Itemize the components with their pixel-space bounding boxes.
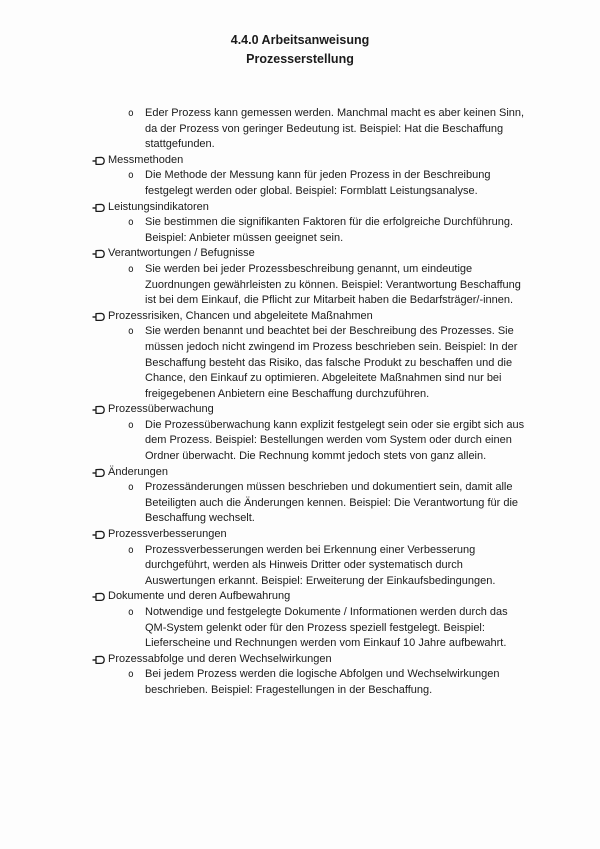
list-item-text: Prozessüberwachung [108, 403, 214, 416]
circle-o-bullet-icon: o [128, 669, 134, 681]
list-item-text: Sie werden benannt und beachtet bei der Beschreibung des Prozesses. Sie müssen jedoch nicht zwingend im Prozess beschrieben sein. Beispiel: In der Beschaffung besteht das Risiko, das falsche Produkt zu beschaffen und die Chance, den Einkauf zu optimieren. Abgeleitete Maßnahmen sind nur bei freigegebenen Anbietern eine Beschaffung durchzuführen. [145, 325, 518, 400]
list-item-text: Sie bestimmen die signifikanten Faktoren für die erfolgreiche Durchführung. Beispiel: Anbieter müssen geeignet sein. [145, 216, 514, 244]
list-item-text: Leistungsindikatoren [108, 200, 209, 213]
circle-o-bullet-icon: o [128, 170, 134, 182]
list-item-level2 [70, 168, 528, 199]
circle-o-bullet-icon: o [128, 217, 134, 229]
d-arrow-bullet-icon [92, 589, 108, 602]
list-item-text: Prozessabfolge und deren Wechselwirkungen [108, 652, 332, 665]
list-item-level2 [70, 324, 528, 402]
bullet-list [0, 106, 600, 699]
list-item-level2 [70, 667, 528, 698]
list-item-level1 [70, 527, 528, 543]
d-arrow-bullet-icon [92, 402, 108, 415]
circle-o-bullet-icon: o [128, 607, 134, 618]
list-item-level1 [70, 246, 528, 262]
list-item-level2 [70, 418, 528, 465]
list-item-text: Änderungen [108, 465, 168, 478]
d-arrow-bullet-icon [92, 309, 108, 322]
list-item-text: Prozessänderungen müssen beschrieben und dokumentiert sein, damit alle Beteiligten auch die Änderungen kennen. Beispiel: Die Verantwortung für die Beschaffung wechselt. [145, 481, 519, 525]
list-item-level1 [70, 402, 528, 418]
list-item-text: Die Prozessüberwachung kann explizit festgelegt sein oder sie ergibt sich aus dem Prozess. Beispiel: Bestellungen werden vom System oder durch einen Ordner überwacht. Die Rechnung kommt jedoch stets von ganz allein. [145, 418, 525, 463]
circle-o-bullet-icon: o [128, 419, 134, 431]
list-item-level1 [70, 589, 528, 605]
d-arrow-bullet-icon [92, 200, 108, 213]
list-item-text: Sie werden bei jeder Prozessbeschreibung genannt, um eindeutige Zuordnungen gewährleisten zu können. Beispiel: Verantwortung Beschaffung ist bei dem Einkauf, die Pflicht zur Mitarbeit haben die Bedarfsträger/-innen. [145, 262, 521, 307]
list-item-text: Die Methode der Messung kann für jeden Prozess in der Beschreibung festgelegt werden oder global. Beispiel: Formblatt Leistungsanalyse. [145, 169, 491, 197]
d-arrow-bullet-icon [92, 153, 108, 166]
title-line-1: 4.4.0 Arbeitsanweisung [230, 33, 370, 47]
list-item-text: Prozessverbesserungen werden bei Erkennung einer Verbesserung durchgeführt, werden als Hinweis Dritter oder systematisch durch Auswertungen erkannt. Beispiel: Erweiterung der Einkaufsbedingungen. [145, 543, 496, 587]
list-item-text: Messmethoden [108, 153, 184, 166]
document-title [0, 31, 600, 69]
list-item-level2 [70, 605, 528, 652]
d-arrow-bullet-icon [92, 652, 108, 665]
list-item-level1 [70, 465, 528, 481]
circle-o-bullet-icon: o [128, 544, 134, 556]
list-item-level1 [70, 309, 528, 325]
list-item-text: Prozessrisiken, Chancen und abgeleitete Maßnahmen [108, 309, 373, 322]
circle-o-bullet-icon: o [128, 482, 134, 494]
list-item-text: Verantwortungen / Befugnisse [108, 247, 255, 260]
d-arrow-bullet-icon [92, 465, 108, 478]
list-item-text: Prozessverbesserungen [108, 528, 227, 541]
list-item-text: Eder Prozess kann gemessen werden. Manchmal macht es aber keinen Sinn, da der Prozess von geringer Bedeutung ist. Beispiel: Hat die Beschaffung stattgefunden. [145, 107, 525, 151]
list-item-level1 [70, 200, 528, 216]
list-item-level2 [70, 215, 528, 246]
list-item-text: Bei jedem Prozess werden die logische Abfolgen und Wechselwirkungen beschrieben. Beispiel: Fragestellungen in der Beschaffung. [145, 668, 500, 696]
list-item-level2 [70, 262, 528, 309]
circle-o-bullet-icon: o [128, 263, 134, 275]
list-item-level2 [70, 543, 528, 590]
list-item-text: Dokumente und deren Aufbewahrung [108, 590, 291, 603]
title-line-2: Prozesserstellung [246, 52, 354, 66]
list-item-level1 [70, 153, 528, 169]
list-item-text: Notwendige und festgelegte Dokumente / Informationen werden durch das QM-System gelenkt oder für den Prozess speziell festgelegt. Beispiel: Lieferscheine und Rechnungen werden vom Einkauf 10 Jahre aufbewahrt. [145, 606, 508, 650]
d-arrow-bullet-icon [92, 246, 108, 259]
circle-o-bullet-icon: o [128, 108, 134, 119]
circle-o-bullet-icon: o [128, 326, 134, 338]
d-arrow-bullet-icon [92, 527, 108, 540]
list-item-level2 [70, 106, 528, 153]
list-item-level1 [70, 652, 528, 668]
list-item-level2 [70, 480, 528, 527]
